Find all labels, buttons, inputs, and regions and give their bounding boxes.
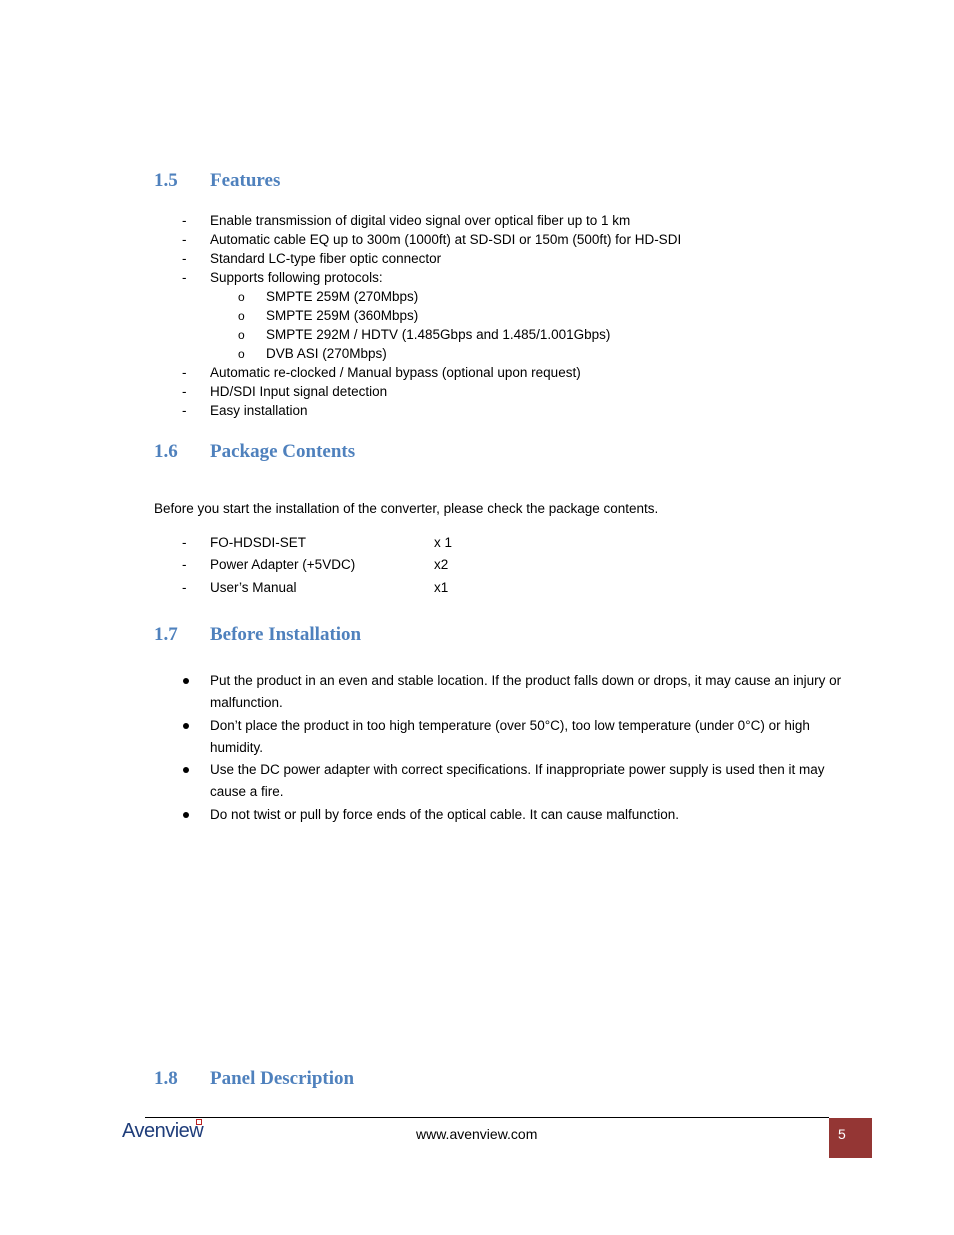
avenview-logo: Avenview <box>122 1120 204 1142</box>
package-item-qty: x1 <box>434 580 449 595</box>
sub-list-item-text: SMPTE 259M (270Mbps) <box>266 289 419 304</box>
bullet-marker <box>183 723 189 729</box>
bullet-text: Don’t place the product in too high temperature (over 50°C), too low temperature (under 0°C) or high humidity. <box>210 718 810 755</box>
sub-list-item-text: DVB ASI (270Mbps) <box>266 346 387 361</box>
package-intro: Before you start the installation of the converter, please check the package contents. <box>154 501 659 516</box>
bullet-marker <box>183 812 189 818</box>
dash-marker: - <box>182 251 187 266</box>
list-item-text: Enable transmission of digital video signal over optical fiber up to 1 km <box>210 213 631 228</box>
heading-panel-description <box>154 1068 354 1090</box>
section-title: Package Contents <box>210 441 356 462</box>
section-title: Panel Description <box>210 1068 355 1089</box>
dash-marker: - <box>182 580 187 595</box>
page-number: 5 <box>838 1126 846 1142</box>
dash-marker: - <box>182 403 187 418</box>
dash-marker: - <box>182 365 187 380</box>
list-item-text: Automatic cable EQ up to 300m (1000ft) at SD-SDI or 150m (500ft) for HD-SDI <box>210 232 682 247</box>
dash-marker: - <box>182 232 187 247</box>
circle-marker: o <box>238 309 245 323</box>
bullet-marker <box>183 767 189 773</box>
list-item-text: Automatic re-clocked / Manual bypass (optional upon request) <box>210 365 581 380</box>
section-number: 1.5 <box>154 170 178 191</box>
list-item-text: Standard LC-type fiber optic connector <box>210 251 442 266</box>
sub-list-item-text: SMPTE 292M / HDTV (1.485Gbps and 1.485/1.001Gbps) <box>266 327 611 342</box>
dash-marker: - <box>182 270 187 285</box>
section-number: 1.7 <box>154 624 178 645</box>
dash-marker: - <box>182 557 187 572</box>
section-title: Before Installation <box>210 624 362 645</box>
package-item-name: FO-HDSDI-SET <box>210 535 306 550</box>
dash-marker: - <box>182 535 187 550</box>
section-number: 1.6 <box>154 441 178 462</box>
sub-list-item-text: SMPTE 259M (360Mbps) <box>266 308 419 323</box>
page-number-box <box>829 1118 872 1158</box>
footer-rule <box>145 1117 829 1118</box>
bullet-marker <box>183 678 189 684</box>
bullet-text: Put the product in an even and stable location. If the product falls down or drops, it may cause an injury or malfunction. <box>210 673 842 710</box>
circle-marker: o <box>238 328 245 342</box>
circle-marker: o <box>238 290 245 304</box>
bullet-text: Do not twist or pull by force ends of the optical cable. It can cause malfunction. <box>210 807 679 822</box>
bullet-text: Use the DC power adapter with correct specifications. If inappropriate power supply is used then it may cause a fire. <box>210 762 825 799</box>
package-item-name: Power Adapter (+5VDC) <box>210 557 356 572</box>
package-item-name: User’s Manual <box>210 580 297 595</box>
list-item-text: Easy installation <box>210 403 308 418</box>
heading-package-contents <box>154 441 355 463</box>
heading-features <box>154 170 280 192</box>
footer-url: www.avenview.com <box>416 1126 538 1142</box>
list-item-text: HD/SDI Input signal detection <box>210 384 388 399</box>
circle-marker: o <box>238 347 245 361</box>
heading-before-installation <box>154 624 361 646</box>
logo-mark-icon <box>196 1119 202 1125</box>
section-title: Features <box>210 170 281 191</box>
dash-marker: - <box>182 213 187 228</box>
package-item-qty: x 1 <box>434 535 453 550</box>
package-item-qty: x2 <box>434 557 449 572</box>
list-item-text: Supports following protocols: <box>210 270 383 285</box>
dash-marker: - <box>182 384 187 399</box>
section-number: 1.8 <box>154 1068 178 1089</box>
